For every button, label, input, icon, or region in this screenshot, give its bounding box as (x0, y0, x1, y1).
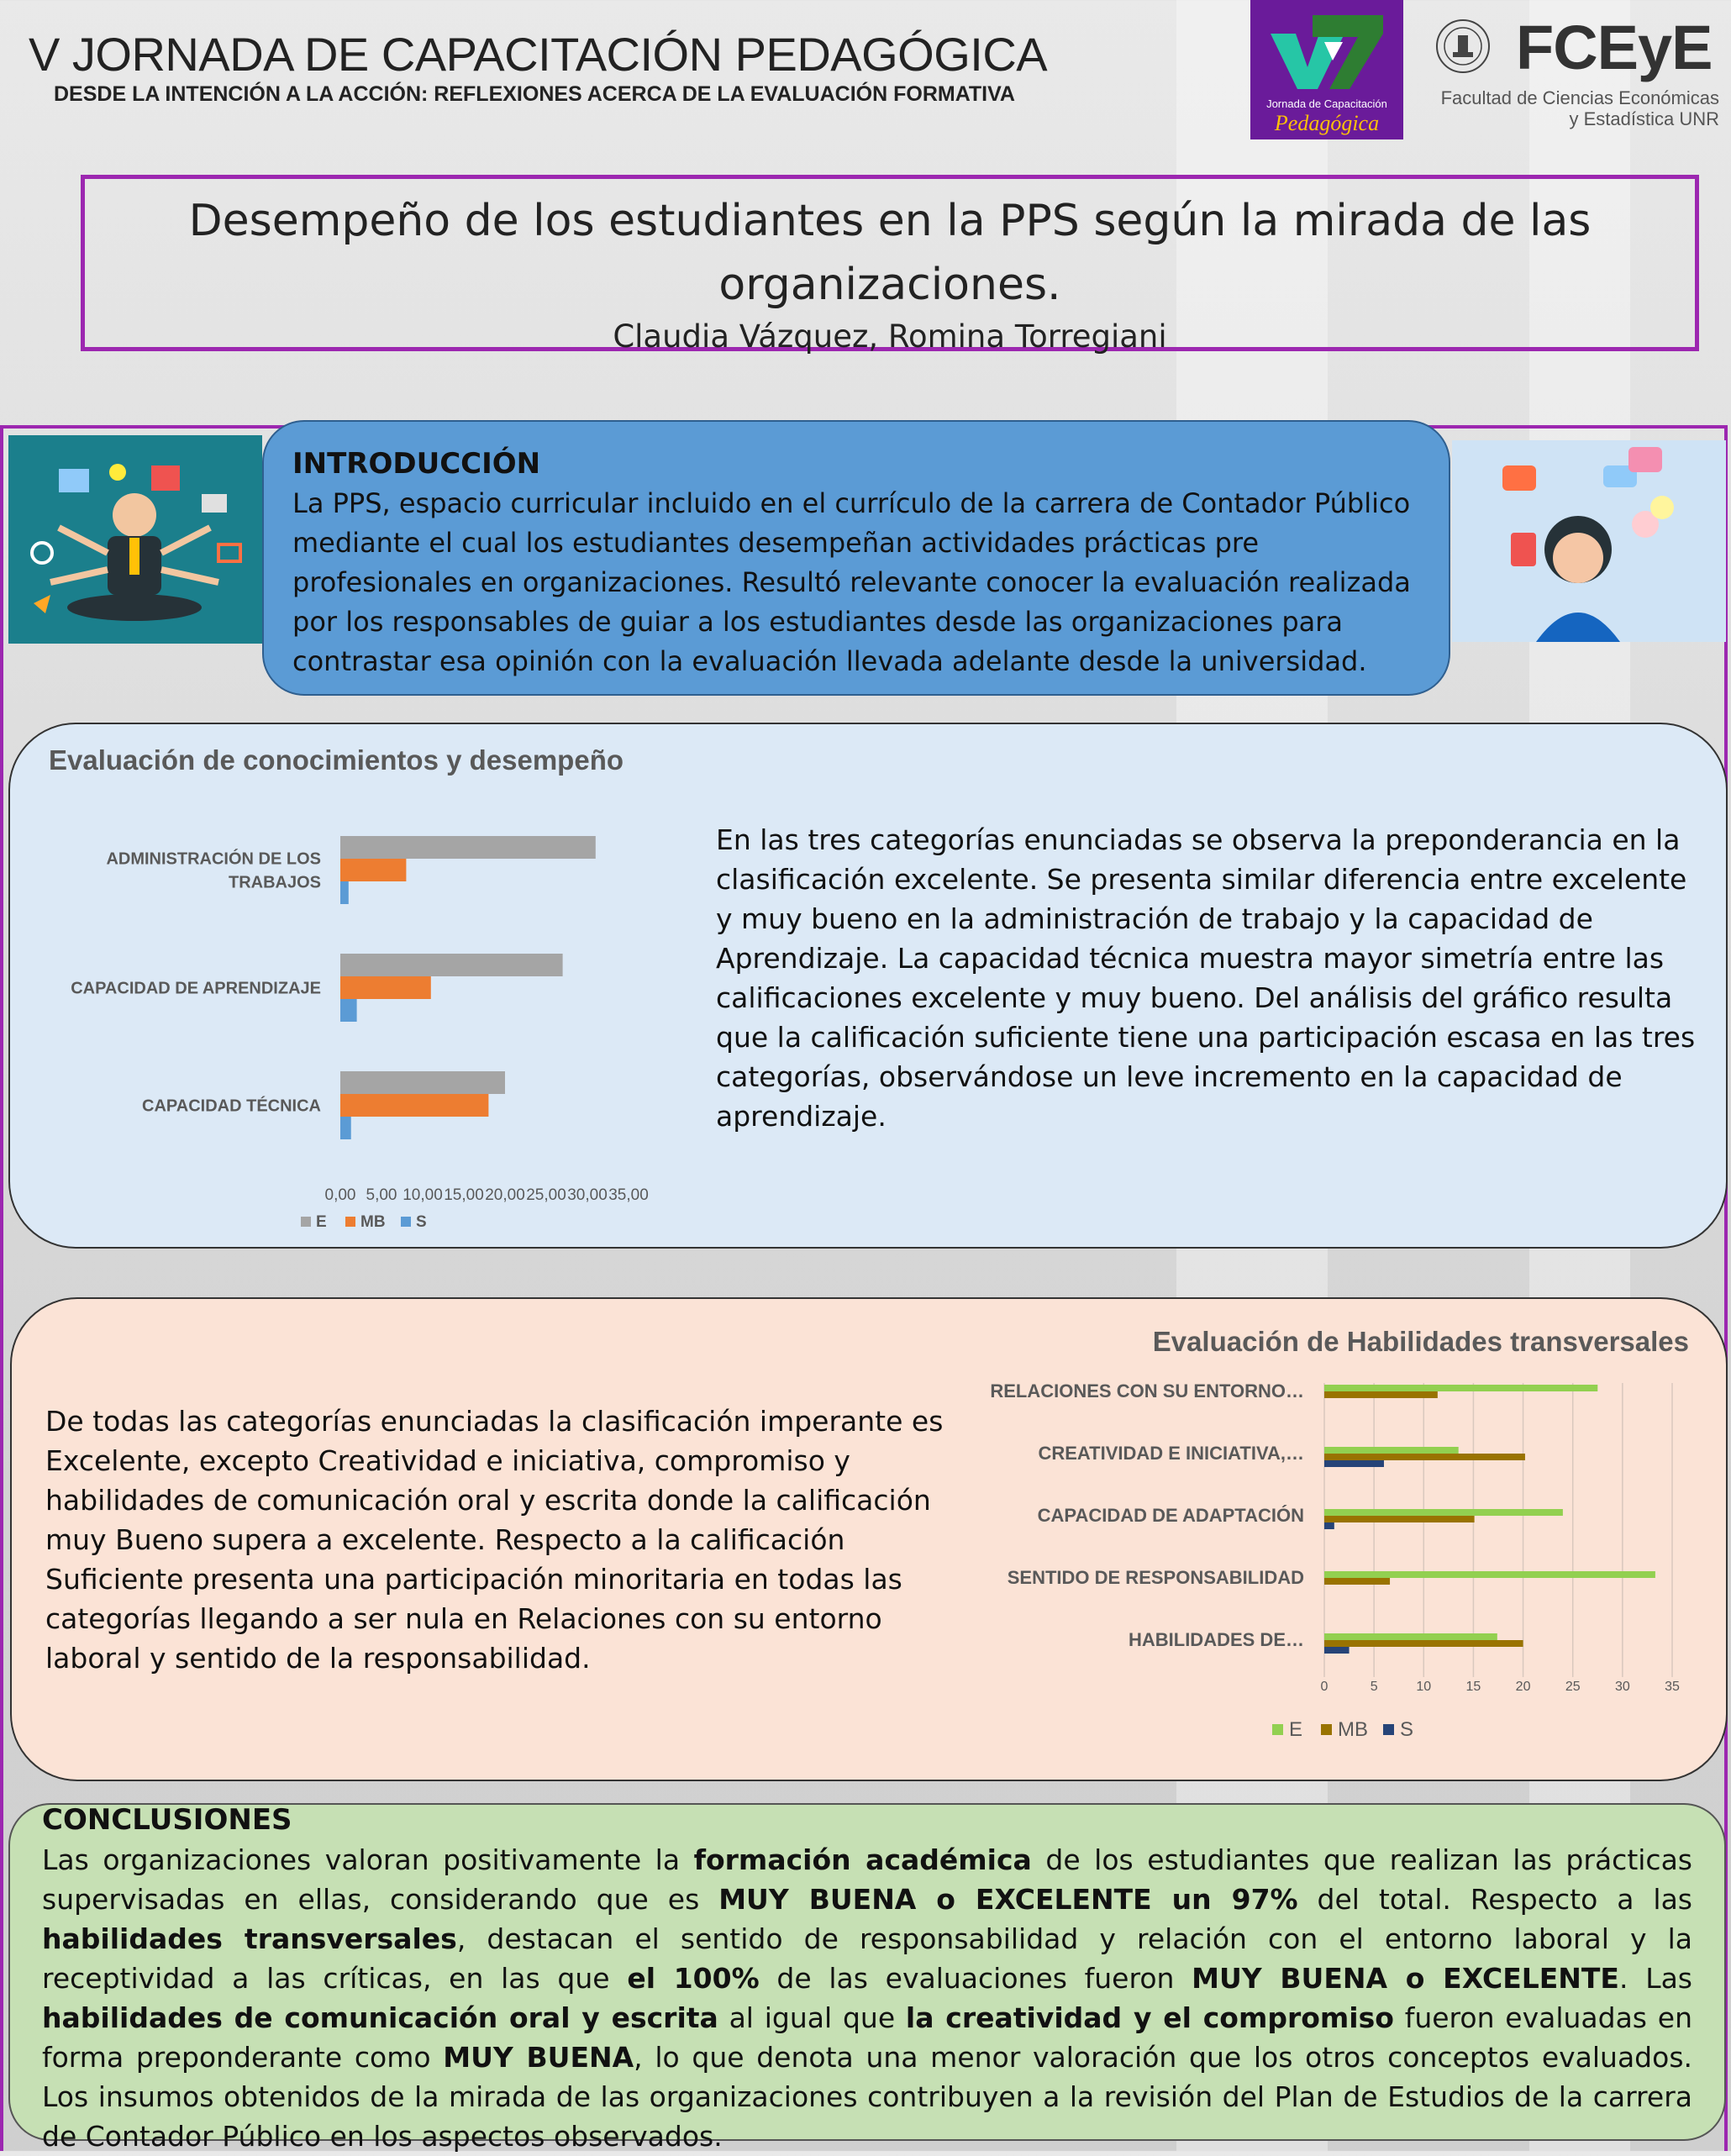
poster-title-box (81, 175, 1699, 355)
conclusions-bold: la creatividad y el compromiso (905, 2001, 1394, 2034)
conclusions-bold: habilidades de comunicación oral y escrita (42, 2001, 718, 2034)
chart1-category-label: CAPACIDAD TÉCNICA (142, 1096, 321, 1116)
chart1-tick-label: 35,00 (608, 1186, 649, 1204)
poster-title: Desempeño de los estudiantes en la PPS según la mirada de las organizaciones. (188, 196, 1592, 310)
conclusions-span: fueron evaluadas en forma preponderante como (42, 2001, 1692, 2074)
knowledge-analysis-text: En las tres categorías enunciadas se observa la preponderancia en la clasificación excelente. Se presenta similar diferencia entre excelente y muy bueno en la administración de trabajo y la capacidad de Aprendizaje. La capacidad técnica muestra mayor simetría entre las calificaciones excelente y muy bueno. Del análisis del gráfico resulta que la calificación suficiente tiene una participación escasa en las tres categorías, observándose un leve incremento en la capacidad de aprendizaje. (716, 823, 1696, 1133)
poster-authors: Claudia Vázquez, Romina Torregiani (613, 318, 1167, 355)
chart2-legend-label: MB (1338, 1718, 1368, 1741)
chart1-title: Evaluación de conocimientos y desempeño (48, 744, 624, 776)
chart2-category-label: RELACIONES CON SU ENTORNO… (990, 1380, 1304, 1401)
chart2-tick-label: 35 (1665, 1680, 1680, 1694)
chart2-tick-label: 15 (1465, 1680, 1481, 1694)
chart1-tick-label: 15,00 (444, 1186, 484, 1204)
chart1-bar-MB (340, 859, 406, 881)
introduction-text: La PPS, espacio curricular incluido en el currículo de la carrera de Contador Público mediante el cual los estudiantes desempeñan actividades prácticas pre profesionales en organizaciones. Resultó relevante conocer la evaluación realizada por los responsables de guiar a los estudiantes desde las organizaciones para contrastar esa opinión con la evaluación llevada adelante desde la universidad. (292, 487, 1411, 677)
chart2-bar-E (1324, 1385, 1597, 1391)
chart1-legend-label: MB (360, 1213, 386, 1231)
university-seal-icon (1435, 18, 1491, 74)
chart1-legend-swatch (345, 1217, 355, 1227)
chart1-tick-label: 0,00 (324, 1186, 356, 1204)
conclusions-span: , lo que denota una menor valoración que los otros conceptos evaluados. Los insumos obtenidos de la mirada de las organizaciones contribuyen a la revisión del Plan de Estudios de la carrera de Contador Público en los aspectos observados. (42, 2041, 1692, 2153)
chart1-bar-E (340, 1071, 505, 1094)
conclusions-span: , destacan el sentido de responsabilidad y relación con el entorno laboral y la receptividad a las críticas, en las que (42, 1922, 1692, 1995)
chart1-tick-label: 25,00 (526, 1186, 566, 1204)
chart2-tick-label: 10 (1416, 1680, 1432, 1694)
event-subtitle: DESDE LA INTENCIÓN A LA ACCIÓN: REFLEXIONES ACERCA DE LA EVALUACIÓN FORMATIVA (54, 82, 1015, 106)
conclusions-span: . Las (1618, 1962, 1692, 1995)
jornada-logo-caption: Jornada de Capacitación (1266, 97, 1387, 110)
chart1-tick-label: 30,00 (567, 1186, 608, 1204)
chart2-category-label: SENTIDO DE RESPONSABILIDAD (1007, 1567, 1304, 1588)
chart1-legend-swatch (401, 1217, 411, 1227)
chart1-bar-MB (340, 976, 431, 999)
chart2-bar-E (1324, 1571, 1655, 1578)
conclusions-text (42, 1840, 1692, 2156)
conclusions-span: al igual que (718, 2001, 906, 2034)
chart2-tick-label: 25 (1565, 1680, 1581, 1694)
chart2-bar-MB (1324, 1640, 1523, 1647)
chart1-bar-E (340, 836, 596, 859)
faculty-name-line2: y Estadística UNR (1569, 108, 1719, 129)
chart2-tick-label: 5 (1370, 1680, 1378, 1694)
conclusions-bold: MUY BUENA (443, 2041, 634, 2074)
chart1-legend-label: E (316, 1213, 327, 1231)
chart2-tick-label: 20 (1515, 1680, 1531, 1694)
chart2-bar-MB (1324, 1391, 1438, 1398)
transversal-analysis-text: De todas las categorías enunciadas la clasificación imperante es Excelente, excepto Creatividad e iniciativa, compromiso y habilidades de comunicación oral y escrita donde la calificación muy Bueno supera a excelente. Respecto a la calificación Suficiente presenta una participación minoritaria en todas las categorías llegando a ser nula en Relaciones con su entorno laboral y sentido de la responsabilidad. (45, 1405, 944, 1675)
chart2-legend-swatch (1272, 1724, 1283, 1735)
chart2-bar-MB (1324, 1578, 1390, 1585)
transversal-skills-chart (975, 1307, 1714, 1761)
faculty-logo: FCEyE (1516, 13, 1713, 82)
business-illustration (8, 435, 262, 644)
jornada-logo-script: Pedagógica (1274, 111, 1380, 135)
chart1-bar-S (340, 999, 357, 1022)
conclusions-span: de los estudiantes que realizan las prácticas supervisadas en ellas, considerando que es (42, 1843, 1692, 1916)
conclusions-span: de las evaluaciones fueron (759, 1962, 1192, 1995)
chart2-bar-E (1324, 1509, 1563, 1516)
conclusions-span: del total. Respecto a las (1297, 1883, 1692, 1916)
chart2-bar-MB (1324, 1454, 1525, 1460)
chart2-category-label: HABILIDADES DE… (1128, 1629, 1304, 1650)
chart2-bar-E (1324, 1633, 1497, 1640)
jornada-logo (1250, 0, 1403, 139)
event-title: V JORNADA DE CAPACITACIÓN PEDAGÓGICA (29, 28, 1048, 81)
chart2-bar-S (1324, 1460, 1384, 1467)
conclusions-bold: el 100% (627, 1962, 760, 1995)
woman-ideas-icon (1452, 440, 1726, 642)
chart1-tick-label: 10,00 (402, 1186, 443, 1204)
chart1-bar-E (340, 954, 563, 976)
knowledge-evaluation-chart (34, 731, 681, 1244)
chart1-legend-label: S (416, 1213, 427, 1231)
chart1-category-label: TRABAJOS (228, 873, 321, 892)
chart2-legend-label: S (1400, 1718, 1414, 1741)
chart1-bar-S (340, 881, 349, 904)
chart2-legend-swatch (1383, 1724, 1394, 1735)
jornada-logo-icon (1265, 8, 1388, 92)
chart1-bar-MB (340, 1094, 488, 1117)
chart2-tick-label: 30 (1614, 1680, 1630, 1694)
introduction-box (262, 420, 1450, 696)
chart1-bar-S (340, 1117, 351, 1139)
chart2-bar-S (1324, 1647, 1350, 1654)
chart2-legend-swatch (1321, 1724, 1332, 1735)
conclusions-heading: CONCLUSIONES (42, 1803, 292, 1837)
conclusions-box (8, 1803, 1726, 2153)
chart1-category-label: CAPACIDAD DE APRENDIZAJE (71, 979, 321, 998)
conclusions-bold: MUY BUENA o EXCELENTE un 97% (718, 1883, 1298, 1916)
chart2-category-label: CAPACIDAD DE ADAPTACIÓN (1037, 1505, 1304, 1526)
chart1-category-label: ADMINISTRACIÓN DE LOS (106, 849, 321, 869)
chart2-bar-MB (1324, 1516, 1475, 1522)
chart2-title: Evaluación de Habilidades transversales (1152, 1326, 1689, 1357)
chart1-tick-label: 20,00 (485, 1186, 525, 1204)
chart1-tick-label: 5,00 (366, 1186, 397, 1204)
chart2-legend-label: E (1289, 1718, 1303, 1741)
conclusions-bold: formación académica (693, 1843, 1032, 1876)
chart2-category-label: CREATIVIDAD E INICIATIVA,… (1038, 1443, 1304, 1464)
businessman-multitask-icon (8, 435, 262, 644)
woman-ideas-illustration (1452, 440, 1726, 642)
chart2-tick-label: 0 (1320, 1680, 1329, 1694)
faculty-name (1428, 87, 1719, 129)
chart1-legend-swatch (301, 1217, 311, 1227)
conclusions-bold: habilidades transversales (42, 1922, 457, 1955)
chart2-bar-E (1324, 1447, 1459, 1454)
conclusions-span: Las organizaciones valoran positivamente la (42, 1843, 694, 1876)
chart2-bar-S (1324, 1522, 1334, 1529)
conclusions-bold: MUY BUENA o EXCELENTE (1192, 1962, 1619, 1995)
faculty-name-line1: Facultad de Ciencias Económicas (1440, 87, 1719, 108)
introduction-heading: INTRODUCCIÓN (292, 447, 541, 481)
